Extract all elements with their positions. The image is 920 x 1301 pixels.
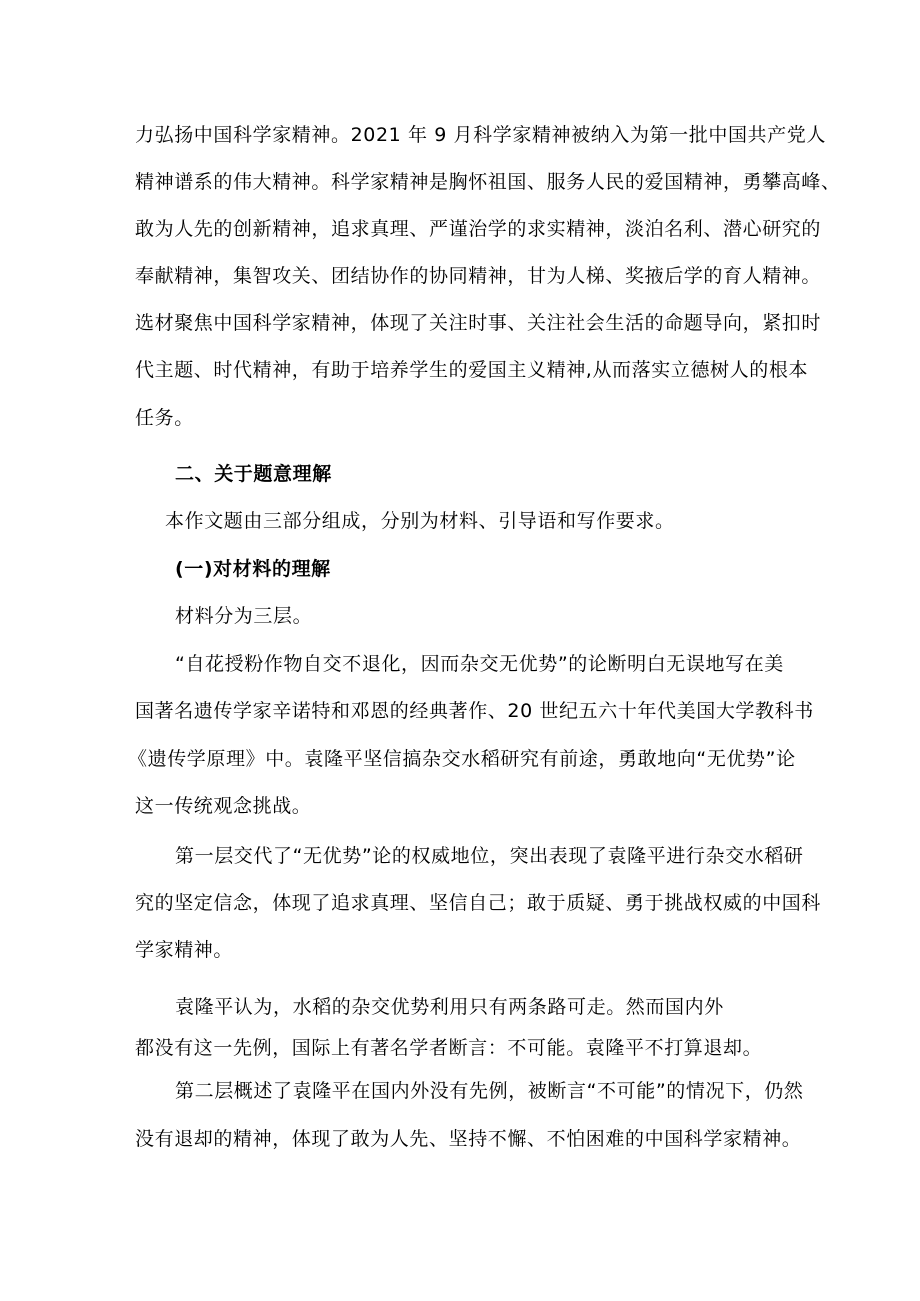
text-line: 国著名遗传学家辛诺特和邓恩的经典著作、20 世纪五六十年代美国大学教科书 [135, 700, 814, 722]
text-line: 敢为人先的创新精神，追求真理、严谨治学的求实精神，淡泊名利、潜心研究的 [135, 218, 822, 240]
text-line: 第一层交代了“无优势”论的权威地位，突出表现了袁隆平进行杂交水稻研 [175, 845, 804, 867]
text-line: 没有退却的精神，体现了敢为人先、坚持不懈、不怕困难的中国科学家精神。 [135, 1128, 802, 1150]
text-line: 学家精神。 [135, 939, 234, 961]
text-line: 第二层概述了袁隆平在国内外没有先例，被断言“不可能”的情况下，仍然 [175, 1080, 804, 1102]
text-line: 袁隆平认为，水稻的杂交优势利用只有两条路可走。然而国内外 [175, 996, 724, 1018]
text-line: 这一传统观念挑战。 [135, 795, 312, 817]
text-line: “自花授粉作物自交不退化，因而杂交无优势”的论断明白无误地写在美 [175, 653, 784, 675]
subsection-heading: (一)对材料的理解 [175, 558, 331, 580]
text-line: 都没有这一先例，国际上有著名学者断言：不可能。袁隆平不打算退却。 [135, 1037, 763, 1059]
text-line: 力弘扬中国科学家精神。2021 年 9 月科学家精神被纳入为第一批中国共产党人 [135, 124, 826, 146]
text-line: 究的坚定信念，体现了追求真理、坚信自己；敢于质疑、勇于挑战权威的中国科 [135, 892, 822, 914]
text-line: 选材聚焦中国科学家精神，体现了关注时事、关注社会生活的命题导向，紧扣时 [135, 312, 822, 334]
text-line: 任务。 [135, 407, 194, 429]
text-line: 精神谱系的伟大精神。科学家精神是胸怀祖国、服务人民的爱国精神，勇攀高峰、 [135, 171, 841, 193]
text-line: 《遗传学原理》中。袁隆平坚信搞杂交水稻研究有前途，勇敢地向“无优势”论 [128, 748, 796, 770]
text-line: 代主题、时代精神，有助于培养学生的爱国主义精神,从而落实立德树人的根本 [135, 359, 809, 381]
text-line: 奉献精神，集智攻关、团结协作的协同精神，甘为人梯、奖掖后学的育人精神。 [135, 265, 822, 287]
section-heading: 二、关于题意理解 [175, 463, 332, 485]
text-line: 本作文题由三部分组成，分别为材料、引导语和写作要求。 [165, 510, 675, 532]
text-line: 材料分为三层。 [175, 605, 313, 627]
